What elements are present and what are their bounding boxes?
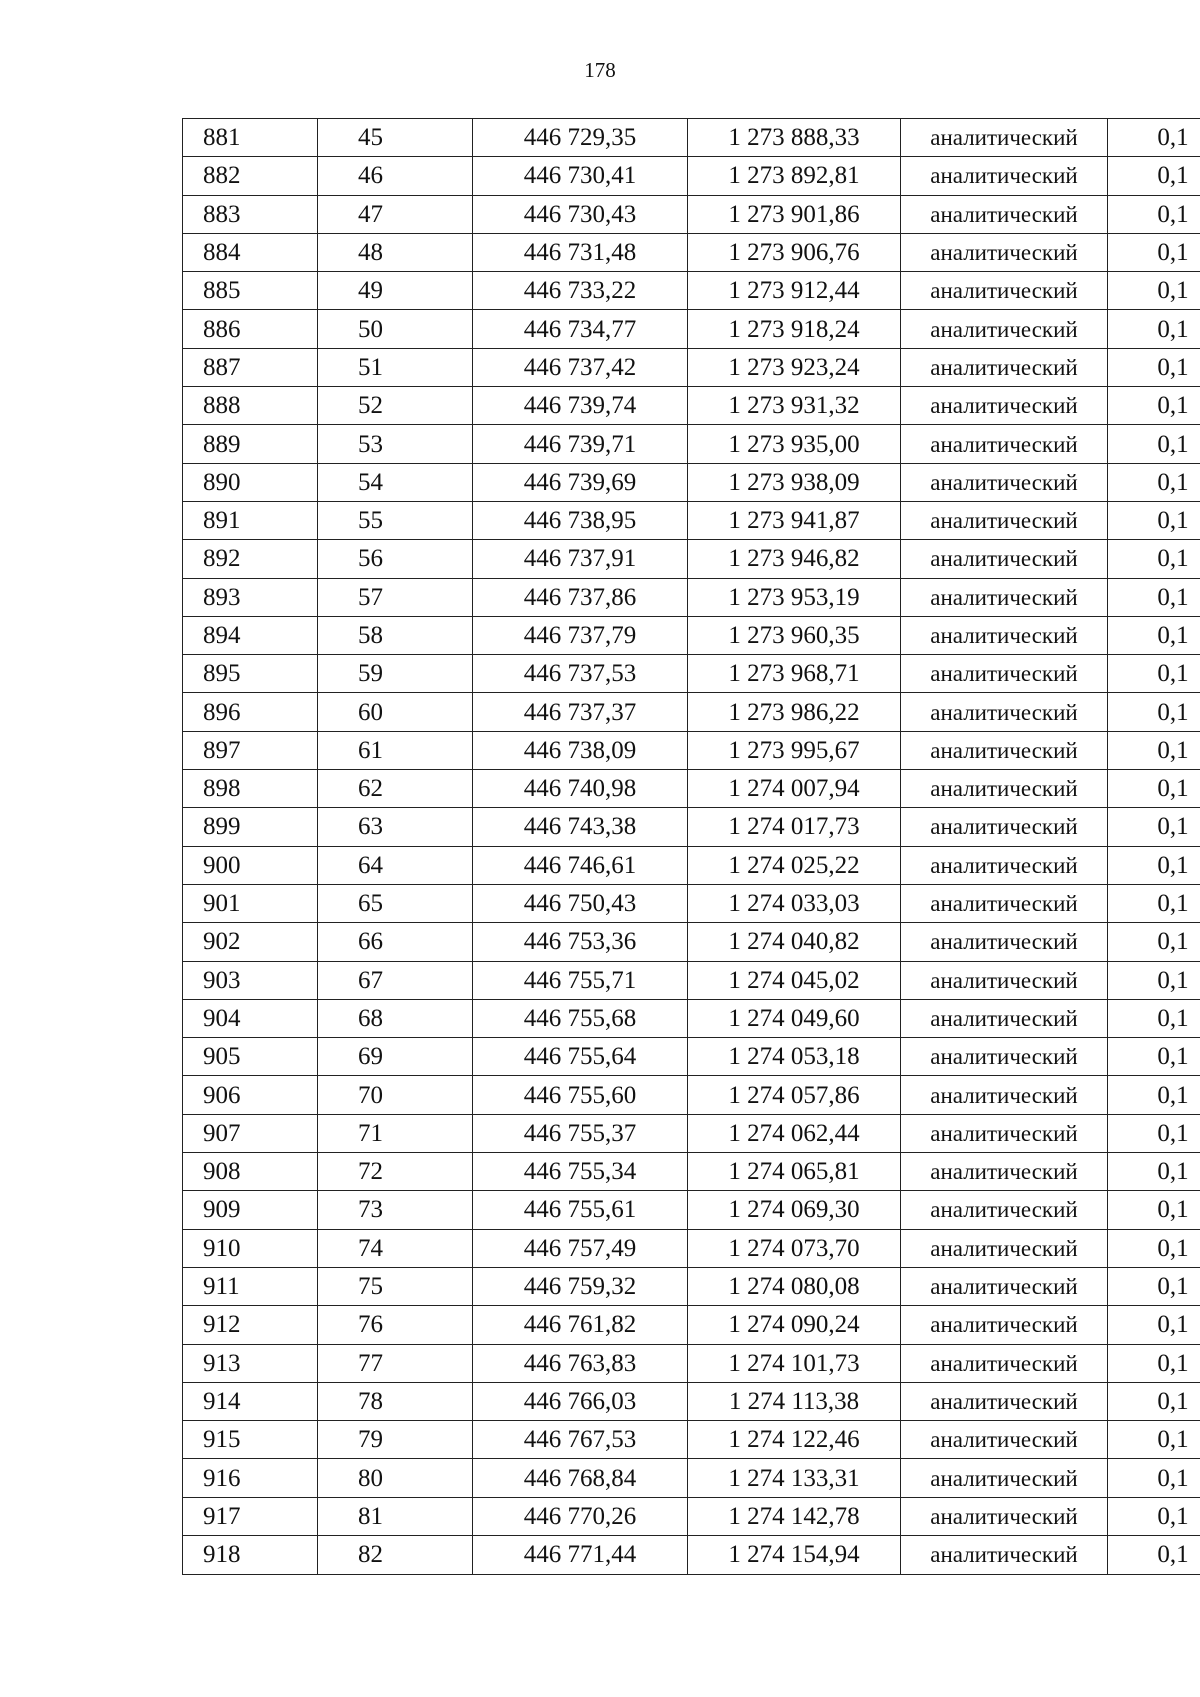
row-number-cell: 891 [183,501,318,539]
point-number-cell: 54 [318,463,473,501]
row-number-cell: 911 [183,1267,318,1305]
y-coordinate-cell: 1 274 080,08 [688,1267,901,1305]
method-cell: аналитический [901,731,1108,769]
y-coordinate-cell: 1 274 154,94 [688,1535,901,1574]
table-row [183,1421,1200,1459]
table-row [183,770,1200,808]
x-coordinate-cell: 446 737,86 [473,578,688,616]
y-coordinate-cell: 1 274 142,78 [688,1497,901,1535]
y-coordinate-cell: 1 274 053,18 [688,1038,901,1076]
table-row [183,655,1200,693]
point-number-cell: 57 [318,578,473,616]
method-cell: аналитический [901,1459,1108,1497]
accuracy-cell: 0,1 [1108,387,1200,425]
x-coordinate-cell: 446 737,79 [473,616,688,654]
table-row [183,1497,1200,1535]
y-coordinate-cell: 1 273 923,24 [688,348,901,386]
table-row [183,731,1200,769]
row-number-cell: 900 [183,846,318,884]
table-row [183,846,1200,884]
point-number-cell: 48 [318,233,473,271]
row-number-cell: 908 [183,1153,318,1191]
y-coordinate-cell: 1 274 101,73 [688,1344,901,1382]
y-coordinate-cell: 1 273 953,19 [688,578,901,616]
point-number-cell: 52 [318,387,473,425]
table-row [183,999,1200,1037]
accuracy-cell: 0,1 [1108,1497,1200,1535]
accuracy-cell: 0,1 [1108,884,1200,922]
method-cell: аналитический [901,463,1108,501]
point-number-cell: 49 [318,272,473,310]
accuracy-cell: 0,1 [1108,1459,1200,1497]
row-number-cell: 914 [183,1382,318,1420]
method-cell: аналитический [901,272,1108,310]
table-row [183,119,1200,157]
point-number-cell: 70 [318,1076,473,1114]
table-row [183,1153,1200,1191]
point-number-cell: 69 [318,1038,473,1076]
row-number-cell: 893 [183,578,318,616]
point-number-cell: 53 [318,425,473,463]
accuracy-cell: 0,1 [1108,1267,1200,1305]
accuracy-cell: 0,1 [1108,1306,1200,1344]
table-row [183,1459,1200,1497]
x-coordinate-cell: 446 755,64 [473,1038,688,1076]
point-number-cell: 67 [318,961,473,999]
method-cell: аналитический [901,693,1108,731]
y-coordinate-cell: 1 273 995,67 [688,731,901,769]
row-number-cell: 903 [183,961,318,999]
table-row [183,1191,1200,1229]
y-coordinate-cell: 1 274 040,82 [688,923,901,961]
y-coordinate-cell: 1 274 069,30 [688,1191,901,1229]
y-coordinate-cell: 1 273 960,35 [688,616,901,654]
coordinates-table-body [183,119,1200,1575]
table-row [183,387,1200,425]
x-coordinate-cell: 446 746,61 [473,846,688,884]
accuracy-cell: 0,1 [1108,195,1200,233]
table-row [183,578,1200,616]
point-number-cell: 68 [318,999,473,1037]
row-number-cell: 899 [183,808,318,846]
x-coordinate-cell: 446 761,82 [473,1306,688,1344]
table-row [183,923,1200,961]
method-cell: аналитический [901,770,1108,808]
row-number-cell: 890 [183,463,318,501]
row-number-cell: 898 [183,770,318,808]
x-coordinate-cell: 446 737,53 [473,655,688,693]
point-number-cell: 72 [318,1153,473,1191]
point-number-cell: 73 [318,1191,473,1229]
x-coordinate-cell: 446 750,43 [473,884,688,922]
method-cell: аналитический [901,387,1108,425]
table-row [183,540,1200,578]
row-number-cell: 909 [183,1191,318,1229]
table-row [183,463,1200,501]
method-cell: аналитический [901,616,1108,654]
accuracy-cell: 0,1 [1108,1038,1200,1076]
accuracy-cell: 0,1 [1108,655,1200,693]
x-coordinate-cell: 446 759,32 [473,1267,688,1305]
point-number-cell: 82 [318,1535,473,1574]
method-cell: аналитический [901,157,1108,195]
accuracy-cell: 0,1 [1108,348,1200,386]
point-number-cell: 71 [318,1114,473,1152]
point-number-cell: 61 [318,731,473,769]
y-coordinate-cell: 1 274 073,70 [688,1229,901,1267]
point-number-cell: 66 [318,923,473,961]
x-coordinate-cell: 446 755,60 [473,1076,688,1114]
y-coordinate-cell: 1 274 033,03 [688,884,901,922]
point-number-cell: 45 [318,119,473,157]
row-number-cell: 885 [183,272,318,310]
accuracy-cell: 0,1 [1108,578,1200,616]
accuracy-cell: 0,1 [1108,923,1200,961]
x-coordinate-cell: 446 734,77 [473,310,688,348]
y-coordinate-cell: 1 273 901,86 [688,195,901,233]
y-coordinate-cell: 1 274 007,94 [688,770,901,808]
x-coordinate-cell: 446 740,98 [473,770,688,808]
x-coordinate-cell: 446 755,71 [473,961,688,999]
accuracy-cell: 0,1 [1108,1421,1200,1459]
x-coordinate-cell: 446 739,69 [473,463,688,501]
method-cell: аналитический [901,1344,1108,1382]
row-number-cell: 887 [183,348,318,386]
row-number-cell: 915 [183,1421,318,1459]
x-coordinate-cell: 446 738,09 [473,731,688,769]
method-cell: аналитический [901,348,1108,386]
x-coordinate-cell: 446 739,74 [473,387,688,425]
row-number-cell: 886 [183,310,318,348]
x-coordinate-cell: 446 729,35 [473,119,688,157]
accuracy-cell: 0,1 [1108,501,1200,539]
row-number-cell: 892 [183,540,318,578]
y-coordinate-cell: 1 273 986,22 [688,693,901,731]
table-row [183,1382,1200,1420]
point-number-cell: 76 [318,1306,473,1344]
accuracy-cell: 0,1 [1108,425,1200,463]
y-coordinate-cell: 1 274 122,46 [688,1421,901,1459]
y-coordinate-cell: 1 273 912,44 [688,272,901,310]
accuracy-cell: 0,1 [1108,119,1200,157]
x-coordinate-cell: 446 730,43 [473,195,688,233]
x-coordinate-cell: 446 770,26 [473,1497,688,1535]
table-row [183,1076,1200,1114]
y-coordinate-cell: 1 273 941,87 [688,501,901,539]
row-number-cell: 888 [183,387,318,425]
point-number-cell: 64 [318,846,473,884]
method-cell: аналитический [901,846,1108,884]
table-row [183,195,1200,233]
point-number-cell: 75 [318,1267,473,1305]
y-coordinate-cell: 1 274 049,60 [688,999,901,1037]
method-cell: аналитический [901,961,1108,999]
table-row [183,1114,1200,1152]
method-cell: аналитический [901,808,1108,846]
point-number-cell: 65 [318,884,473,922]
accuracy-cell: 0,1 [1108,1191,1200,1229]
point-number-cell: 80 [318,1459,473,1497]
row-number-cell: 912 [183,1306,318,1344]
y-coordinate-cell: 1 273 892,81 [688,157,901,195]
table-row [183,272,1200,310]
y-coordinate-cell: 1 274 025,22 [688,846,901,884]
method-cell: аналитический [901,1153,1108,1191]
method-cell: аналитический [901,1191,1108,1229]
point-number-cell: 62 [318,770,473,808]
accuracy-cell: 0,1 [1108,157,1200,195]
y-coordinate-cell: 1 274 017,73 [688,808,901,846]
point-number-cell: 58 [318,616,473,654]
x-coordinate-cell: 446 731,48 [473,233,688,271]
table-row [183,501,1200,539]
table-row [183,1306,1200,1344]
method-cell: аналитический [901,655,1108,693]
point-number-cell: 74 [318,1229,473,1267]
row-number-cell: 881 [183,119,318,157]
x-coordinate-cell: 446 753,36 [473,923,688,961]
table-row [183,616,1200,654]
accuracy-cell: 0,1 [1108,846,1200,884]
point-number-cell: 59 [318,655,473,693]
point-number-cell: 51 [318,348,473,386]
row-number-cell: 910 [183,1229,318,1267]
method-cell: аналитический [901,233,1108,271]
y-coordinate-cell: 1 274 133,31 [688,1459,901,1497]
point-number-cell: 77 [318,1344,473,1382]
accuracy-cell: 0,1 [1108,310,1200,348]
x-coordinate-cell: 446 766,03 [473,1382,688,1420]
accuracy-cell: 0,1 [1108,1114,1200,1152]
accuracy-cell: 0,1 [1108,463,1200,501]
method-cell: аналитический [901,1421,1108,1459]
point-number-cell: 63 [318,808,473,846]
row-number-cell: 907 [183,1114,318,1152]
row-number-cell: 897 [183,731,318,769]
x-coordinate-cell: 446 757,49 [473,1229,688,1267]
accuracy-cell: 0,1 [1108,233,1200,271]
accuracy-cell: 0,1 [1108,693,1200,731]
method-cell: аналитический [901,1229,1108,1267]
row-number-cell: 918 [183,1535,318,1574]
row-number-cell: 884 [183,233,318,271]
table-row [183,1267,1200,1305]
table-row [183,1535,1200,1574]
table-row [183,884,1200,922]
method-cell: аналитический [901,923,1108,961]
accuracy-cell: 0,1 [1108,1229,1200,1267]
accuracy-cell: 0,1 [1108,272,1200,310]
y-coordinate-cell: 1 273 918,24 [688,310,901,348]
table-row [183,1038,1200,1076]
y-coordinate-cell: 1 274 062,44 [688,1114,901,1152]
table-row [183,693,1200,731]
coordinates-table [182,118,1200,1575]
method-cell: аналитический [901,1497,1108,1535]
y-coordinate-cell: 1 274 045,02 [688,961,901,999]
accuracy-cell: 0,1 [1108,1535,1200,1574]
table-row [183,233,1200,271]
x-coordinate-cell: 446 755,61 [473,1191,688,1229]
method-cell: аналитический [901,1038,1108,1076]
row-number-cell: 905 [183,1038,318,1076]
x-coordinate-cell: 446 737,42 [473,348,688,386]
row-number-cell: 904 [183,999,318,1037]
method-cell: аналитический [901,578,1108,616]
accuracy-cell: 0,1 [1108,1153,1200,1191]
table-row [183,1229,1200,1267]
x-coordinate-cell: 446 738,95 [473,501,688,539]
y-coordinate-cell: 1 274 113,38 [688,1382,901,1420]
row-number-cell: 906 [183,1076,318,1114]
method-cell: аналитический [901,1306,1108,1344]
row-number-cell: 895 [183,655,318,693]
point-number-cell: 56 [318,540,473,578]
x-coordinate-cell: 446 730,41 [473,157,688,195]
page-number: 178 [584,58,616,82]
accuracy-cell: 0,1 [1108,999,1200,1037]
x-coordinate-cell: 446 768,84 [473,1459,688,1497]
x-coordinate-cell: 446 737,37 [473,693,688,731]
x-coordinate-cell: 446 763,83 [473,1344,688,1382]
x-coordinate-cell: 446 755,34 [473,1153,688,1191]
table-row [183,348,1200,386]
table-row [183,961,1200,999]
y-coordinate-cell: 1 274 057,86 [688,1076,901,1114]
table-row [183,808,1200,846]
row-number-cell: 913 [183,1344,318,1382]
y-coordinate-cell: 1 273 946,82 [688,540,901,578]
accuracy-cell: 0,1 [1108,770,1200,808]
method-cell: аналитический [901,540,1108,578]
method-cell: аналитический [901,999,1108,1037]
accuracy-cell: 0,1 [1108,731,1200,769]
x-coordinate-cell: 446 771,44 [473,1535,688,1574]
point-number-cell: 55 [318,501,473,539]
x-coordinate-cell: 446 739,71 [473,425,688,463]
row-number-cell: 902 [183,923,318,961]
point-number-cell: 79 [318,1421,473,1459]
point-number-cell: 78 [318,1382,473,1420]
point-number-cell: 50 [318,310,473,348]
x-coordinate-cell: 446 755,37 [473,1114,688,1152]
y-coordinate-cell: 1 273 931,32 [688,387,901,425]
y-coordinate-cell: 1 273 968,71 [688,655,901,693]
method-cell: аналитический [901,1076,1108,1114]
method-cell: аналитический [901,1535,1108,1574]
method-cell: аналитический [901,310,1108,348]
method-cell: аналитический [901,884,1108,922]
table-row [183,310,1200,348]
accuracy-cell: 0,1 [1108,1382,1200,1420]
method-cell: аналитический [901,119,1108,157]
x-coordinate-cell: 446 755,68 [473,999,688,1037]
row-number-cell: 883 [183,195,318,233]
x-coordinate-cell: 446 733,22 [473,272,688,310]
method-cell: аналитический [901,1382,1108,1420]
row-number-cell: 901 [183,884,318,922]
y-coordinate-cell: 1 273 935,00 [688,425,901,463]
table-row [183,425,1200,463]
row-number-cell: 882 [183,157,318,195]
row-number-cell: 917 [183,1497,318,1535]
x-coordinate-cell: 446 737,91 [473,540,688,578]
row-number-cell: 889 [183,425,318,463]
accuracy-cell: 0,1 [1108,1076,1200,1114]
point-number-cell: 47 [318,195,473,233]
accuracy-cell: 0,1 [1108,961,1200,999]
point-number-cell: 46 [318,157,473,195]
table-row [183,1344,1200,1382]
method-cell: аналитический [901,425,1108,463]
method-cell: аналитический [901,501,1108,539]
y-coordinate-cell: 1 274 090,24 [688,1306,901,1344]
y-coordinate-cell: 1 273 906,76 [688,233,901,271]
y-coordinate-cell: 1 274 065,81 [688,1153,901,1191]
x-coordinate-cell: 446 767,53 [473,1421,688,1459]
method-cell: аналитический [901,1114,1108,1152]
accuracy-cell: 0,1 [1108,808,1200,846]
method-cell: аналитический [901,195,1108,233]
row-number-cell: 894 [183,616,318,654]
x-coordinate-cell: 446 743,38 [473,808,688,846]
row-number-cell: 916 [183,1459,318,1497]
point-number-cell: 81 [318,1497,473,1535]
row-number-cell: 896 [183,693,318,731]
accuracy-cell: 0,1 [1108,540,1200,578]
accuracy-cell: 0,1 [1108,1344,1200,1382]
accuracy-cell: 0,1 [1108,616,1200,654]
y-coordinate-cell: 1 273 938,09 [688,463,901,501]
y-coordinate-cell: 1 273 888,33 [688,119,901,157]
table-row [183,157,1200,195]
point-number-cell: 60 [318,693,473,731]
method-cell: аналитический [901,1267,1108,1305]
